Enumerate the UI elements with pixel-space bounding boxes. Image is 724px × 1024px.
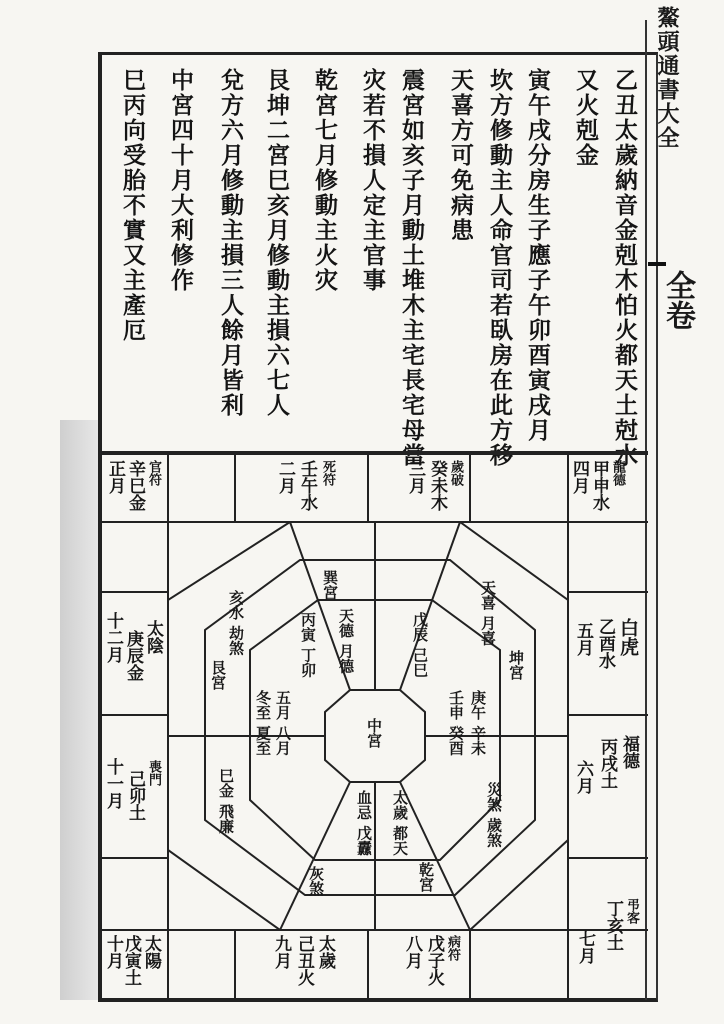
inner-w2: 冬至 夏至 bbox=[254, 690, 272, 756]
cell-right-3-branch: 丁亥土 bbox=[603, 900, 623, 951]
cell-right-2-branch: 丙戌土 bbox=[597, 738, 617, 789]
cell-left-1-month: 十二月 bbox=[103, 612, 123, 663]
cell-top-1-branch: 甲申水 bbox=[589, 460, 609, 511]
cell-left-1-name: 太陰 bbox=[143, 620, 163, 654]
text-column-1: 乙丑太歲納音金剋木怕火都天土尅水 bbox=[611, 68, 638, 468]
inner-se: 天喜 月喜 bbox=[479, 580, 497, 646]
text-column-3: 寅午戌分房生子應子午卯酉寅戌月 bbox=[524, 68, 551, 443]
cell-left-1-branch: 庚辰金 bbox=[123, 630, 143, 681]
cell-bottom-1-name: 病符 bbox=[445, 935, 460, 961]
text-column-8: 乾宮七月修動主火灾 bbox=[311, 68, 338, 293]
cell-top-2-branch: 癸未木 bbox=[427, 460, 447, 511]
text-column-12: 巳丙向受胎不實又主產厄 bbox=[119, 68, 146, 343]
cell-top-4-name: 官符 bbox=[146, 460, 161, 486]
cell-top-4-month: 正月 bbox=[105, 460, 125, 494]
inner-mid1: 巽宮 bbox=[321, 570, 339, 600]
inner-s1: 太歲 都天 bbox=[391, 790, 409, 856]
inner-sw: 巳金 飛廉 bbox=[217, 768, 235, 834]
inner-mid2: 坤宮 bbox=[507, 650, 525, 680]
cell-right-2-month: 六月 bbox=[573, 760, 593, 794]
cell-right-2-name: 福德 bbox=[619, 735, 639, 769]
text-column-5: 天喜方可免病患 bbox=[447, 68, 474, 243]
cell-bottom-2-branch: 己丑火 bbox=[294, 935, 314, 986]
cell-right-3-name: 弔客 bbox=[624, 898, 639, 924]
text-column-6: 震宮如亥子月動土堆木主宅長宅母當 bbox=[398, 68, 425, 468]
inner-w1: 五月 八月 bbox=[274, 690, 292, 756]
cell-bottom-2-month: 九月 bbox=[271, 935, 291, 969]
inner-n2: 戊辰 己巳 bbox=[411, 612, 429, 678]
cell-right-1-month: 五月 bbox=[573, 622, 593, 656]
cell-top-3-branch: 壬午水 bbox=[297, 460, 317, 511]
cell-right-1-branch: 乙酉水 bbox=[595, 618, 615, 669]
text-column-2: 又火剋金 bbox=[572, 68, 599, 168]
cell-bottom-3-name: 太陽 bbox=[141, 935, 161, 969]
text-column-10: 兌方六月修動主損三人餘月皆利 bbox=[217, 68, 244, 418]
cell-bottom-3-branch: 戊寅土 bbox=[121, 935, 141, 986]
cell-bottom-1-month: 八月 bbox=[402, 935, 422, 969]
inner-bottom-mark: 灰煞 bbox=[307, 866, 325, 896]
top-edge-title: 鰲頭通書大全 bbox=[654, 6, 680, 150]
cell-right-3-month: 七月 bbox=[575, 930, 595, 964]
cell-left-2-branch: 己卯土 bbox=[125, 770, 145, 821]
text-column-11: 中宮四十月大利修作 bbox=[167, 68, 194, 293]
inner-mid4: 艮宮 bbox=[209, 660, 227, 690]
cell-top-4-branch: 辛巳金 bbox=[125, 460, 145, 511]
text-column-9: 艮坤二宮巳亥月修動主損六七人 bbox=[263, 68, 290, 418]
inner-e1: 庚午 辛未 bbox=[469, 690, 487, 756]
text-column-7: 灾若不損人定主官事 bbox=[359, 68, 386, 293]
cell-top-3-name: 死符 bbox=[320, 460, 335, 486]
cell-bottom-2-name: 太歲 bbox=[315, 935, 335, 969]
inner-nw: 亥水 劫煞 bbox=[227, 590, 245, 656]
volume-mark: 全卷 bbox=[660, 270, 695, 330]
inner-ne: 災煞 歲煞 bbox=[485, 782, 503, 848]
cell-bottom-3-month: 十月 bbox=[103, 935, 123, 969]
cell-left-2-name: 喪門 bbox=[146, 760, 161, 786]
inner-n1: 丙寅 丁卯 bbox=[299, 612, 317, 678]
cell-bottom-1-branch: 戊子火 bbox=[424, 935, 444, 986]
cell-left-2-month: 十一月 bbox=[103, 758, 123, 809]
inner-s2: 血忌 戊纛 bbox=[355, 790, 373, 856]
inner-e2: 壬申 癸酉 bbox=[447, 690, 465, 756]
cell-top-1-name: 龍德 bbox=[610, 460, 625, 486]
inner-center: 中宮 bbox=[365, 718, 383, 748]
inner-mid3: 乾宮 bbox=[417, 862, 435, 892]
cell-top-3-month: 二月 bbox=[275, 460, 295, 494]
cell-top-2-name: 歲破 bbox=[448, 460, 463, 486]
inner-north: 天德 月德 bbox=[337, 608, 355, 674]
cell-top-1-month: 四月 bbox=[569, 460, 589, 494]
cell-top-2-month: 三月 bbox=[405, 460, 425, 494]
cell-right-1-name: 白虎 bbox=[617, 618, 639, 656]
text-column-4: 坎方修動主人命官司若臥房在此方移 bbox=[486, 68, 513, 468]
